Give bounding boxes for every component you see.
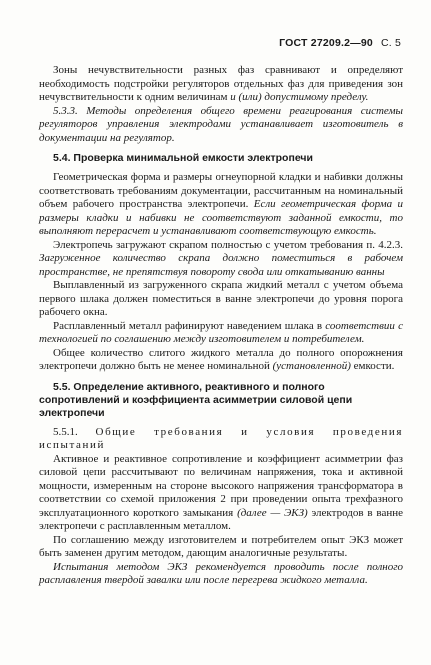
paragraph-geometry	[39, 171, 403, 239]
paragraph-italic-insert: (далее — ЭКЗ)	[233, 506, 308, 519]
paragraph-text: Активное и реактивное сопротивление и коэффициент асимметрии фаз силовой цепи рассчитывают по величинам напряжения, тока и активной мощности, измеренным на стороне высокого напряжения трансформатора в соответствии со схемой приложения 2 при проведении опыта трехфазного эксплуатационного короткого замыкания	[39, 452, 403, 519]
paragraph-scrap-loading	[39, 239, 403, 280]
paragraph-text-end: емкости.	[350, 360, 395, 372]
paragraph-text: Электропечь загружают скрапом полностью с учетом требования п. 4.2.3.	[53, 238, 403, 251]
paragraph-text: Расплавленный металл рафинируют наведением шлака в	[53, 319, 323, 332]
paragraph-recommendation: Испытания методом ЭКЗ рекомендуется проводить после полного расплавления твердой завалки или после перегрева жидкого металла.	[39, 560, 403, 586]
page-header	[279, 37, 401, 49]
paragraph-italic-insert: (установленной)	[269, 360, 351, 372]
page-number: С. 5	[380, 37, 401, 49]
paragraph-dead-zones	[39, 64, 403, 105]
paragraph-molten-metal: Выплавленный из загруженного скрапа жидкий металл с учетом объема первого шлака должен поместиться в ванне электропечи до уровня порога рабочего окна.	[39, 279, 403, 318]
paragraph-5-3-3: 5.3.3. Методы определения общего времени реагирования системы регуляторов управления электродами устанавливает изготовитель в документации на регулятор.	[39, 104, 403, 144]
section-heading-5-5: 5.5. Определение активного, реактивного и полного сопротивлений и коэффициента асимметрии силовой цепи электропечи	[39, 380, 353, 419]
page-body	[39, 64, 403, 588]
paragraph-italic-insert: Если геометрическая форма и размеры кладки и набивки не соответствуют заданной емкости, то выполняют перерасчет и устанавливают соответствующую емкость.	[39, 198, 403, 237]
paragraph-text-end: электродов в ванне электропечи с расплавленным металлом.	[39, 506, 403, 532]
paragraph-text: Геометрическая форма и размеры огнеупорной кладки и набивки должны соответствовать требованиям документации, рассчитанным на номинальный объем рабочего пространства электропечи.	[39, 171, 403, 210]
paragraph-tapped-metal	[39, 347, 403, 374]
paragraph-resistance-calc	[39, 453, 403, 534]
clause-number: 5.5.1.	[53, 425, 78, 438]
paragraph-text: Общее количество слитого жидкого металла до полного опорожнения электропечи должно быть не менее номинальной	[39, 346, 403, 372]
clause-title-spaced: Общие требования и условия проведения испытаний	[39, 425, 403, 451]
paragraph-italic-insert: и (или) допустимому пределу.	[227, 91, 369, 103]
section-heading-5-4: 5.4. Проверка минимальной емкости электропечи	[53, 152, 313, 164]
paragraph-refining	[39, 320, 403, 347]
paragraph-agreement: По соглашению между изготовителем и потребителем опыт ЭКЗ может быть заменен другим методом, дающим аналогичные результаты.	[39, 533, 403, 559]
paragraph-italic-insert: соответствии с технологией по соглашению между изготовителем и потребителем.	[39, 319, 403, 345]
standard-title: ГОСТ 27209.2—90	[279, 37, 373, 49]
paragraph-text: Зоны нечувствительности разных фаз сравнивают и определяют необходимость подстройки регуляторов отдельных фаз для приведения зон нечувствительности к одним величинам	[39, 64, 403, 103]
paragraph-italic-insert: Загруженное количество скрапа должно поместиться в рабочем пространстве, не препятствуя повороту свода или откатыванию ванны	[39, 252, 403, 278]
paragraph-5-5-1	[39, 426, 403, 453]
